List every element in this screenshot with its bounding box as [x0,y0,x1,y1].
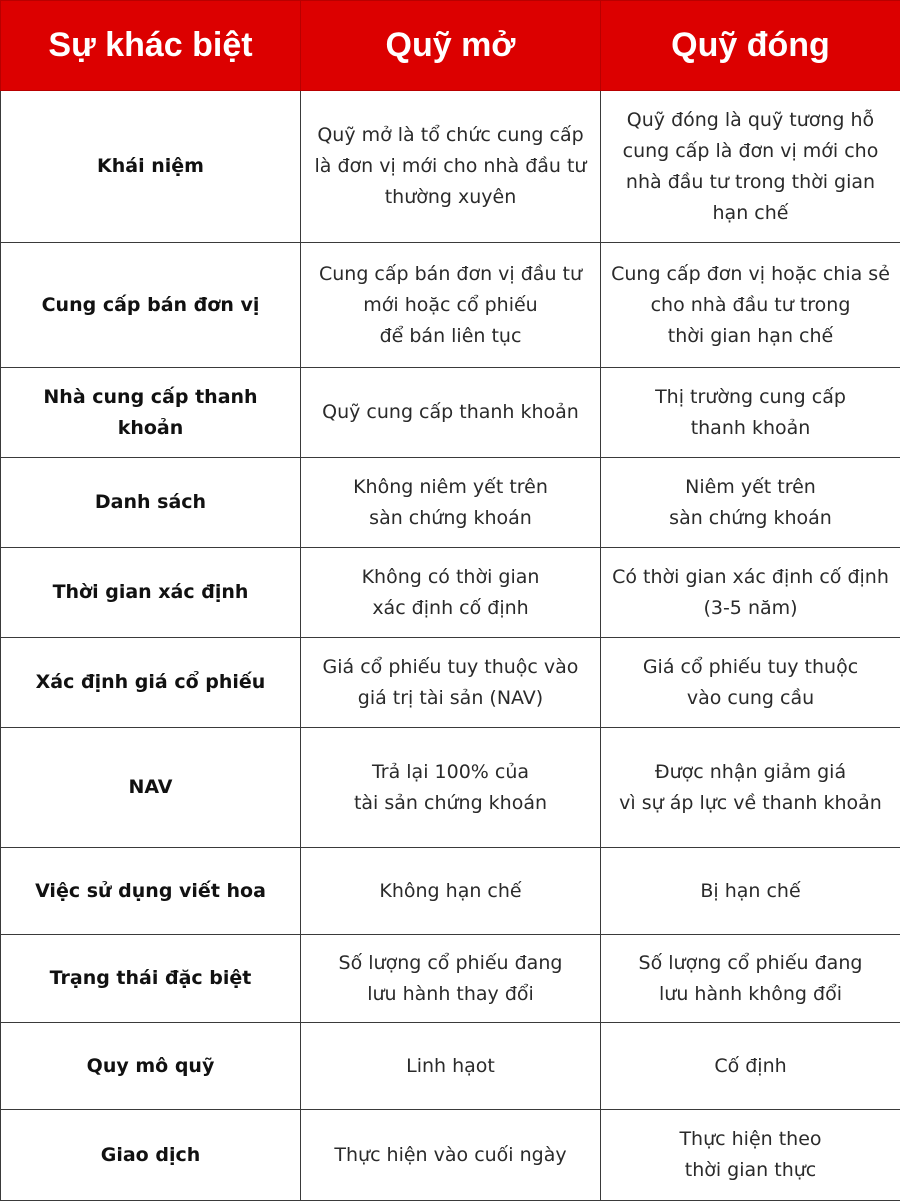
cell-text-line: Có thời gian xác định cố định [609,562,892,593]
row-label: Thời gian xác định [1,548,301,638]
open-fund-cell [301,91,601,243]
table-row [1,458,900,548]
cell-text-line: Trả lại 100% của [309,757,592,788]
cell-text-line: cho nhà đầu tư trong [609,290,892,321]
cell-text-line: Không niêm yết trên [309,472,592,503]
cell-text-line: thường xuyên [309,182,592,213]
open-fund-cell [301,935,601,1023]
open-fund-cell [301,458,601,548]
cell-text-line: Bị hạn chế [609,876,892,907]
table-row [1,368,900,458]
cell-text-line: Không hạn chế [309,876,592,907]
cell-text-line: Không có thời gian [309,562,592,593]
header-open-fund: Quỹ mở [301,1,601,91]
cell-text-line: Được nhận giảm giá [609,757,892,788]
cell-text-line: Cung cấp đơn vị hoặc chia sẻ [609,259,892,290]
cell-text-line: thời gian hạn chế [609,321,892,352]
closed-fund-cell [601,848,900,935]
cell-text-line: Quỹ đóng là quỹ tương hỗ [609,105,892,136]
open-fund-cell [301,368,601,458]
closed-fund-cell [601,368,900,458]
closed-fund-cell [601,638,900,728]
table-body [1,91,900,1201]
table-row [1,935,900,1023]
open-fund-cell [301,1110,601,1201]
closed-fund-cell [601,935,900,1023]
open-fund-cell [301,1023,601,1110]
row-label: Quy mô quỹ [1,1023,301,1110]
closed-fund-cell [601,243,900,368]
cell-text-line: Thị trường cung cấp [609,382,892,413]
closed-fund-cell [601,728,900,848]
cell-text-line: (3-5 năm) [609,593,892,624]
cell-text-line: vào cung cầu [609,683,892,714]
cell-text-line: sàn chứng khoán [609,503,892,534]
row-label: Nhà cung cấp thanh khoản [1,368,301,458]
cell-text-line: Thực hiện theo [609,1124,892,1155]
row-label: NAV [1,728,301,848]
row-label: Việc sử dụng viết hoa [1,848,301,935]
cell-text-line: Cung cấp bán đơn vị đầu tư [309,259,592,290]
table-row [1,638,900,728]
cell-text-line: Số lượng cổ phiếu đang [309,948,592,979]
closed-fund-cell [601,458,900,548]
cell-text-line: mới hoặc cổ phiếu [309,290,592,321]
cell-text-line: lưu hành thay đổi [309,979,592,1010]
open-fund-cell [301,548,601,638]
table-header [1,1,900,91]
cell-text-line: tài sản chứng khoán [309,788,592,819]
header-closed-fund: Quỹ đóng [601,1,900,91]
open-fund-cell [301,243,601,368]
row-label: Cung cấp bán đơn vị [1,243,301,368]
table-row [1,243,900,368]
header-row [1,1,900,91]
table-row [1,728,900,848]
table-row [1,548,900,638]
cell-text-line: Niêm yết trên [609,472,892,503]
cell-text-line: Quỹ cung cấp thanh khoản [309,397,592,428]
table-row [1,91,900,243]
row-label: Trạng thái đặc biệt [1,935,301,1023]
header-difference: Sự khác biệt [1,1,301,91]
row-label: Danh sách [1,458,301,548]
cell-text-line: sàn chứng khoán [309,503,592,534]
table-row [1,848,900,935]
cell-text-line: nhà đầu tư trong thời gian [609,167,892,198]
cell-text-line: là đơn vị mới cho nhà đầu tư [309,151,592,182]
cell-text-line: hạn chế [609,198,892,229]
row-label: Xác định giá cổ phiếu [1,638,301,728]
closed-fund-cell [601,548,900,638]
cell-text-line: Linh hạot [309,1051,592,1082]
open-fund-cell [301,728,601,848]
cell-text-line: thanh khoản [609,413,892,444]
cell-text-line: Quỹ mở là tổ chức cung cấp [309,120,592,151]
cell-text-line: xác định cố định [309,593,592,624]
cell-text-line: Thực hiện vào cuối ngày [309,1140,592,1171]
cell-text-line: thời gian thực [609,1155,892,1186]
open-fund-cell [301,848,601,935]
cell-text-line: giá trị tài sản (NAV) [309,683,592,714]
cell-text-line: để bán liên tục [309,321,592,352]
closed-fund-cell [601,1110,900,1201]
row-label: Khái niệm [1,91,301,243]
closed-fund-cell [601,91,900,243]
cell-text-line: Số lượng cổ phiếu đang [609,948,892,979]
row-label: Giao dịch [1,1110,301,1201]
closed-fund-cell [601,1023,900,1110]
cell-text-line: Cố định [609,1051,892,1082]
cell-text-line: Giá cổ phiếu tuy thuộc vào [309,652,592,683]
cell-text-line: cung cấp là đơn vị mới cho [609,136,892,167]
table-row [1,1023,900,1110]
cell-text-line: Giá cổ phiếu tuy thuộc [609,652,892,683]
table-row [1,1110,900,1201]
open-fund-cell [301,638,601,728]
cell-text-line: vì sự áp lực về thanh khoản [609,788,892,819]
cell-text-line: lưu hành không đổi [609,979,892,1010]
